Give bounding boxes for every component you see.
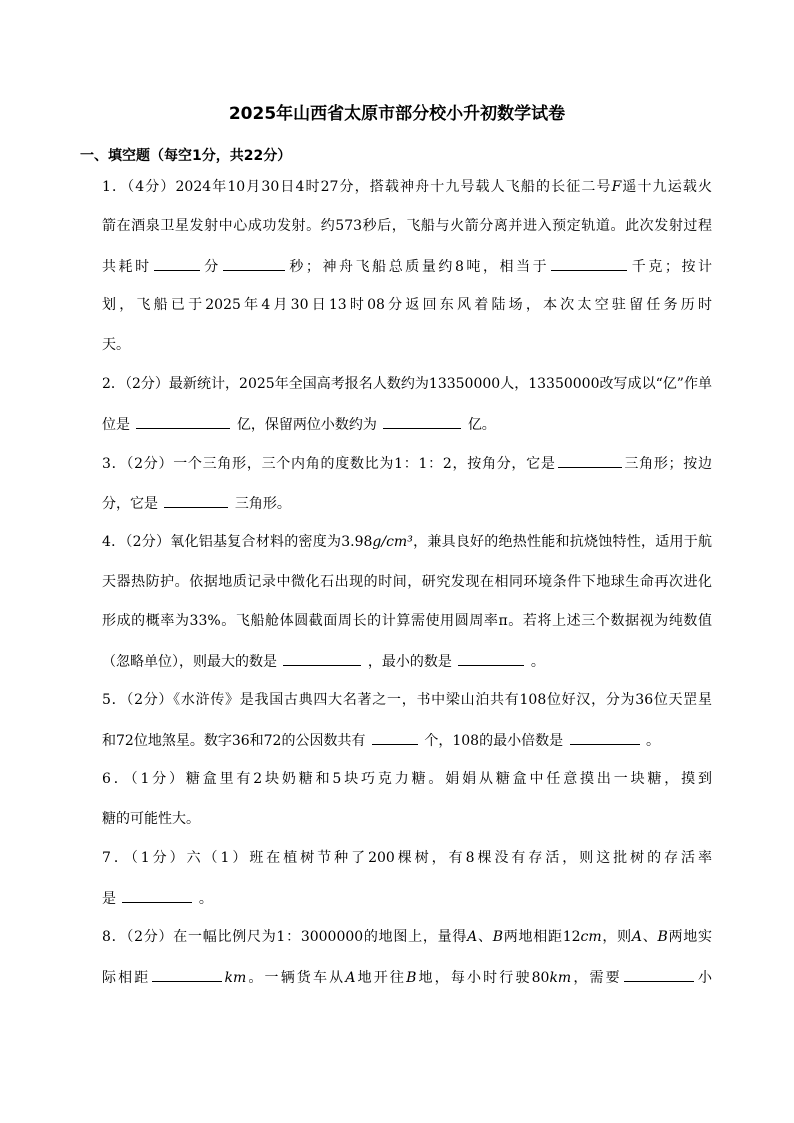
q1-line-2: 箭在酒泉卫星发射中心成功发射。约573秒后，飞船与火箭分离并进入预定轨道。此次发射过程 [102,218,712,234]
q1-line-5: 天。 [102,337,130,353]
answer-blank[interactable] [122,888,192,903]
q8-line-1: 8．（2分）在一幅比例尺为1：3000000的地图上，量得A、B两地相距12cm，则A、B两地实 [102,929,713,945]
answer-blank[interactable] [372,730,418,745]
q1-line-1: 1．（4分）2024年10月30日4时27分，搭载神舟十九号载人飞船的长征二号F遥十九运载火 [102,179,713,195]
q2-line-2: 位是 亿，保留两位小数约为 亿。 [102,414,712,435]
answer-blank[interactable] [136,414,230,429]
q3-line-1: 3．（2分）一个三角形，三个内角的度数比为1：1：2，按角分，它是 三角形；按边 [102,453,712,474]
answer-blank[interactable] [383,414,461,429]
q4-line-2: 天器热防护。依据地质记录中微化石出现的时间，研究发现在相同环境条件下地球生命再次进化 [102,574,712,590]
q6-line-1: 6．（1分）糖盒里有2块奶糖和5块巧克力糖。娟娟从糖盒中任意摸出一块糖，摸到 [102,771,712,787]
q7-line-1: 7．（1分）六（1）班在植树节种了200棵树，有8棵没有存活，则这批树的存活率 [102,850,712,866]
q1-line-4: 划，飞船已于2025年4月30日13时08分返回东风着陆场，本次太空驻留任务历时 [102,297,712,313]
answer-blank[interactable] [570,730,640,745]
answer-blank[interactable] [624,967,694,982]
answer-blank[interactable] [458,651,524,666]
q3-line-2: 分，它是 三角形。 [102,493,712,514]
q6-line-2: 糖的可能性大。 [102,811,200,827]
q5-line-2: 和72位地煞星。数字36和72的公因数共有 个，108的最小倍数是 。 [102,730,712,751]
exam-title: 2025年山西省太原市部分校小升初数学试卷 [228,104,566,124]
answer-blank[interactable] [551,256,627,271]
answer-blank[interactable] [223,256,285,271]
answer-blank[interactable] [283,651,361,666]
answer-blank[interactable] [558,453,622,468]
q7-line-2: 是 。 [102,888,712,909]
q4-line-3: 形成的概率为33%。飞船舱体圆截面周长的计算需使用圆周率π。若将上述三个数据视为纯数值 [102,613,713,629]
section-heading: 一、填空题（每空1分，共22分） [80,148,292,164]
answer-blank[interactable] [154,256,200,271]
q4-line-1: 4．（2分）氧化铝基复合材料的密度为3.98g/cm³，兼具良好的绝热性能和抗烧蚀特性，适用于航 [102,534,712,550]
q5-line-1: 5．（2分）《水浒传》是我国古典四大名著之一，书中梁山泊共有108位好汉，分为36位天罡星 [102,692,712,708]
q1-line-3: 共耗时 分 秒；神舟飞船总质量约8吨，相当于 千克；按计 [102,256,712,277]
answer-blank[interactable] [164,493,228,508]
answer-blank[interactable] [152,967,222,982]
q2-line-1: 2．（2分）最新统计，2025年全国高考报名人数约为13350000人，13350000改写成以“亿”作单 [102,376,712,392]
q8-line-2: 际相距 km。一辆货车从A地开往B地，每小时行驶80km，需要 小 [102,967,712,988]
q4-line-4: （忽略单位），则最大的数是 ，最小的数是 。 [102,651,712,672]
